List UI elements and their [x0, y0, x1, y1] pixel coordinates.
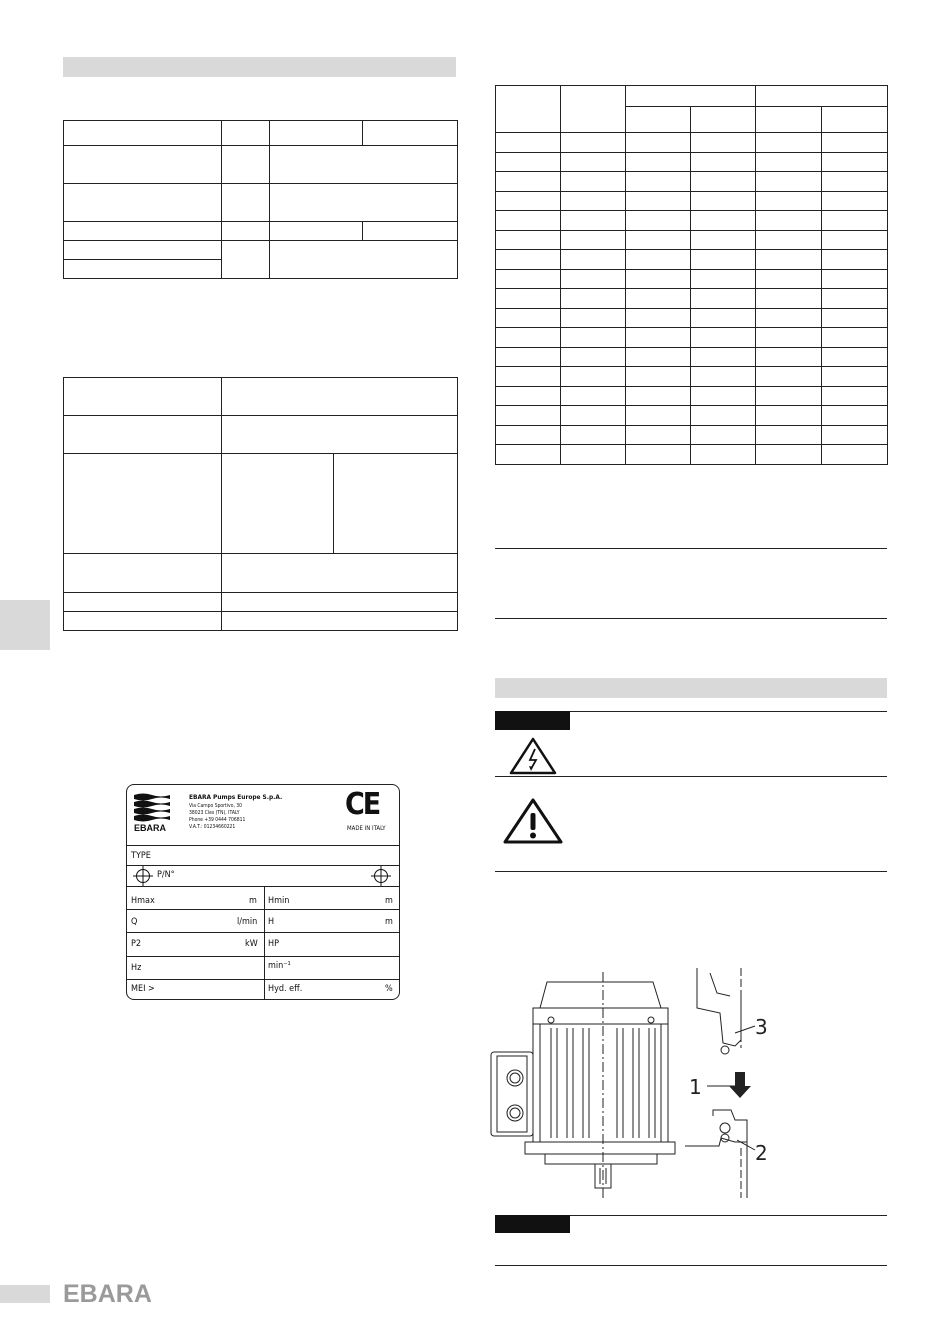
- nameplate-address-2: 38023 Cles (TN), ITALY: [189, 810, 240, 816]
- rule: [495, 776, 887, 777]
- rating-rpm: min⁻¹: [268, 961, 291, 971]
- rating-h-unit: m: [385, 917, 393, 927]
- rule: [495, 871, 887, 872]
- nameplate-type-label: TYPE: [131, 851, 151, 861]
- rule: [495, 548, 887, 549]
- spec-table-2: [63, 377, 458, 631]
- rating-mei: MEI >: [131, 984, 155, 994]
- rating-hp: HP: [268, 939, 279, 949]
- rating-h: H: [268, 917, 275, 927]
- pump-nameplate: [126, 784, 400, 1000]
- side-tab: [0, 600, 50, 650]
- data-table: [495, 85, 888, 465]
- rating-p2: P2: [131, 939, 142, 949]
- ce-mark: CE: [345, 787, 380, 822]
- rule: [495, 618, 887, 619]
- callout-3: 3: [755, 1015, 768, 1039]
- rating-hyd-eff: Hyd. eff.: [268, 984, 303, 994]
- danger-label-block: [495, 711, 570, 730]
- warning-icon: [502, 797, 564, 845]
- rating-q: Q: [131, 917, 138, 927]
- footer-tab: [0, 1285, 50, 1303]
- right-section-header-bar: [495, 678, 887, 698]
- spec-table-1: [63, 120, 458, 279]
- nameplate-address-3: Phone +39 0444 706811: [189, 817, 246, 823]
- nameplate-company: EBARA Pumps Europe S.p.A.: [189, 793, 283, 801]
- rating-hz: Hz: [131, 963, 142, 973]
- rating-hmin: Hmin: [268, 896, 290, 906]
- rating-p2-unit: kW: [245, 939, 258, 949]
- rating-hmax-unit: m: [249, 896, 257, 906]
- rating-hmax: Hmax: [131, 896, 155, 906]
- svg-text:EBARA: EBARA: [134, 823, 167, 832]
- callout-1: 1: [689, 1075, 702, 1099]
- callout-2: 2: [755, 1141, 768, 1165]
- rating-hmin-unit: m: [385, 896, 393, 906]
- crosshair-icon: [371, 866, 391, 886]
- nameplate-address-1: Via Campo Sportivo, 30: [189, 803, 243, 809]
- rating-q-unit: l/min: [237, 917, 258, 927]
- ebara-waves-logo-icon: [134, 792, 170, 832]
- footer-logo: EBARA: [63, 1280, 152, 1308]
- rule: [495, 1265, 887, 1266]
- motor-coupling-figure: [485, 968, 785, 1198]
- danger-label-block: [495, 1215, 570, 1233]
- rating-hyd-eff-unit: %: [385, 984, 393, 994]
- left-section-header-bar: [63, 57, 456, 77]
- crosshair-icon: [133, 866, 153, 886]
- nameplate-address-4: V.A.T.: 01234660221: [189, 824, 236, 830]
- made-in-italy: MADE IN ITALY: [347, 825, 386, 832]
- electric-hazard-icon: [508, 736, 558, 776]
- nameplate-pn-label: P/N°: [157, 870, 175, 880]
